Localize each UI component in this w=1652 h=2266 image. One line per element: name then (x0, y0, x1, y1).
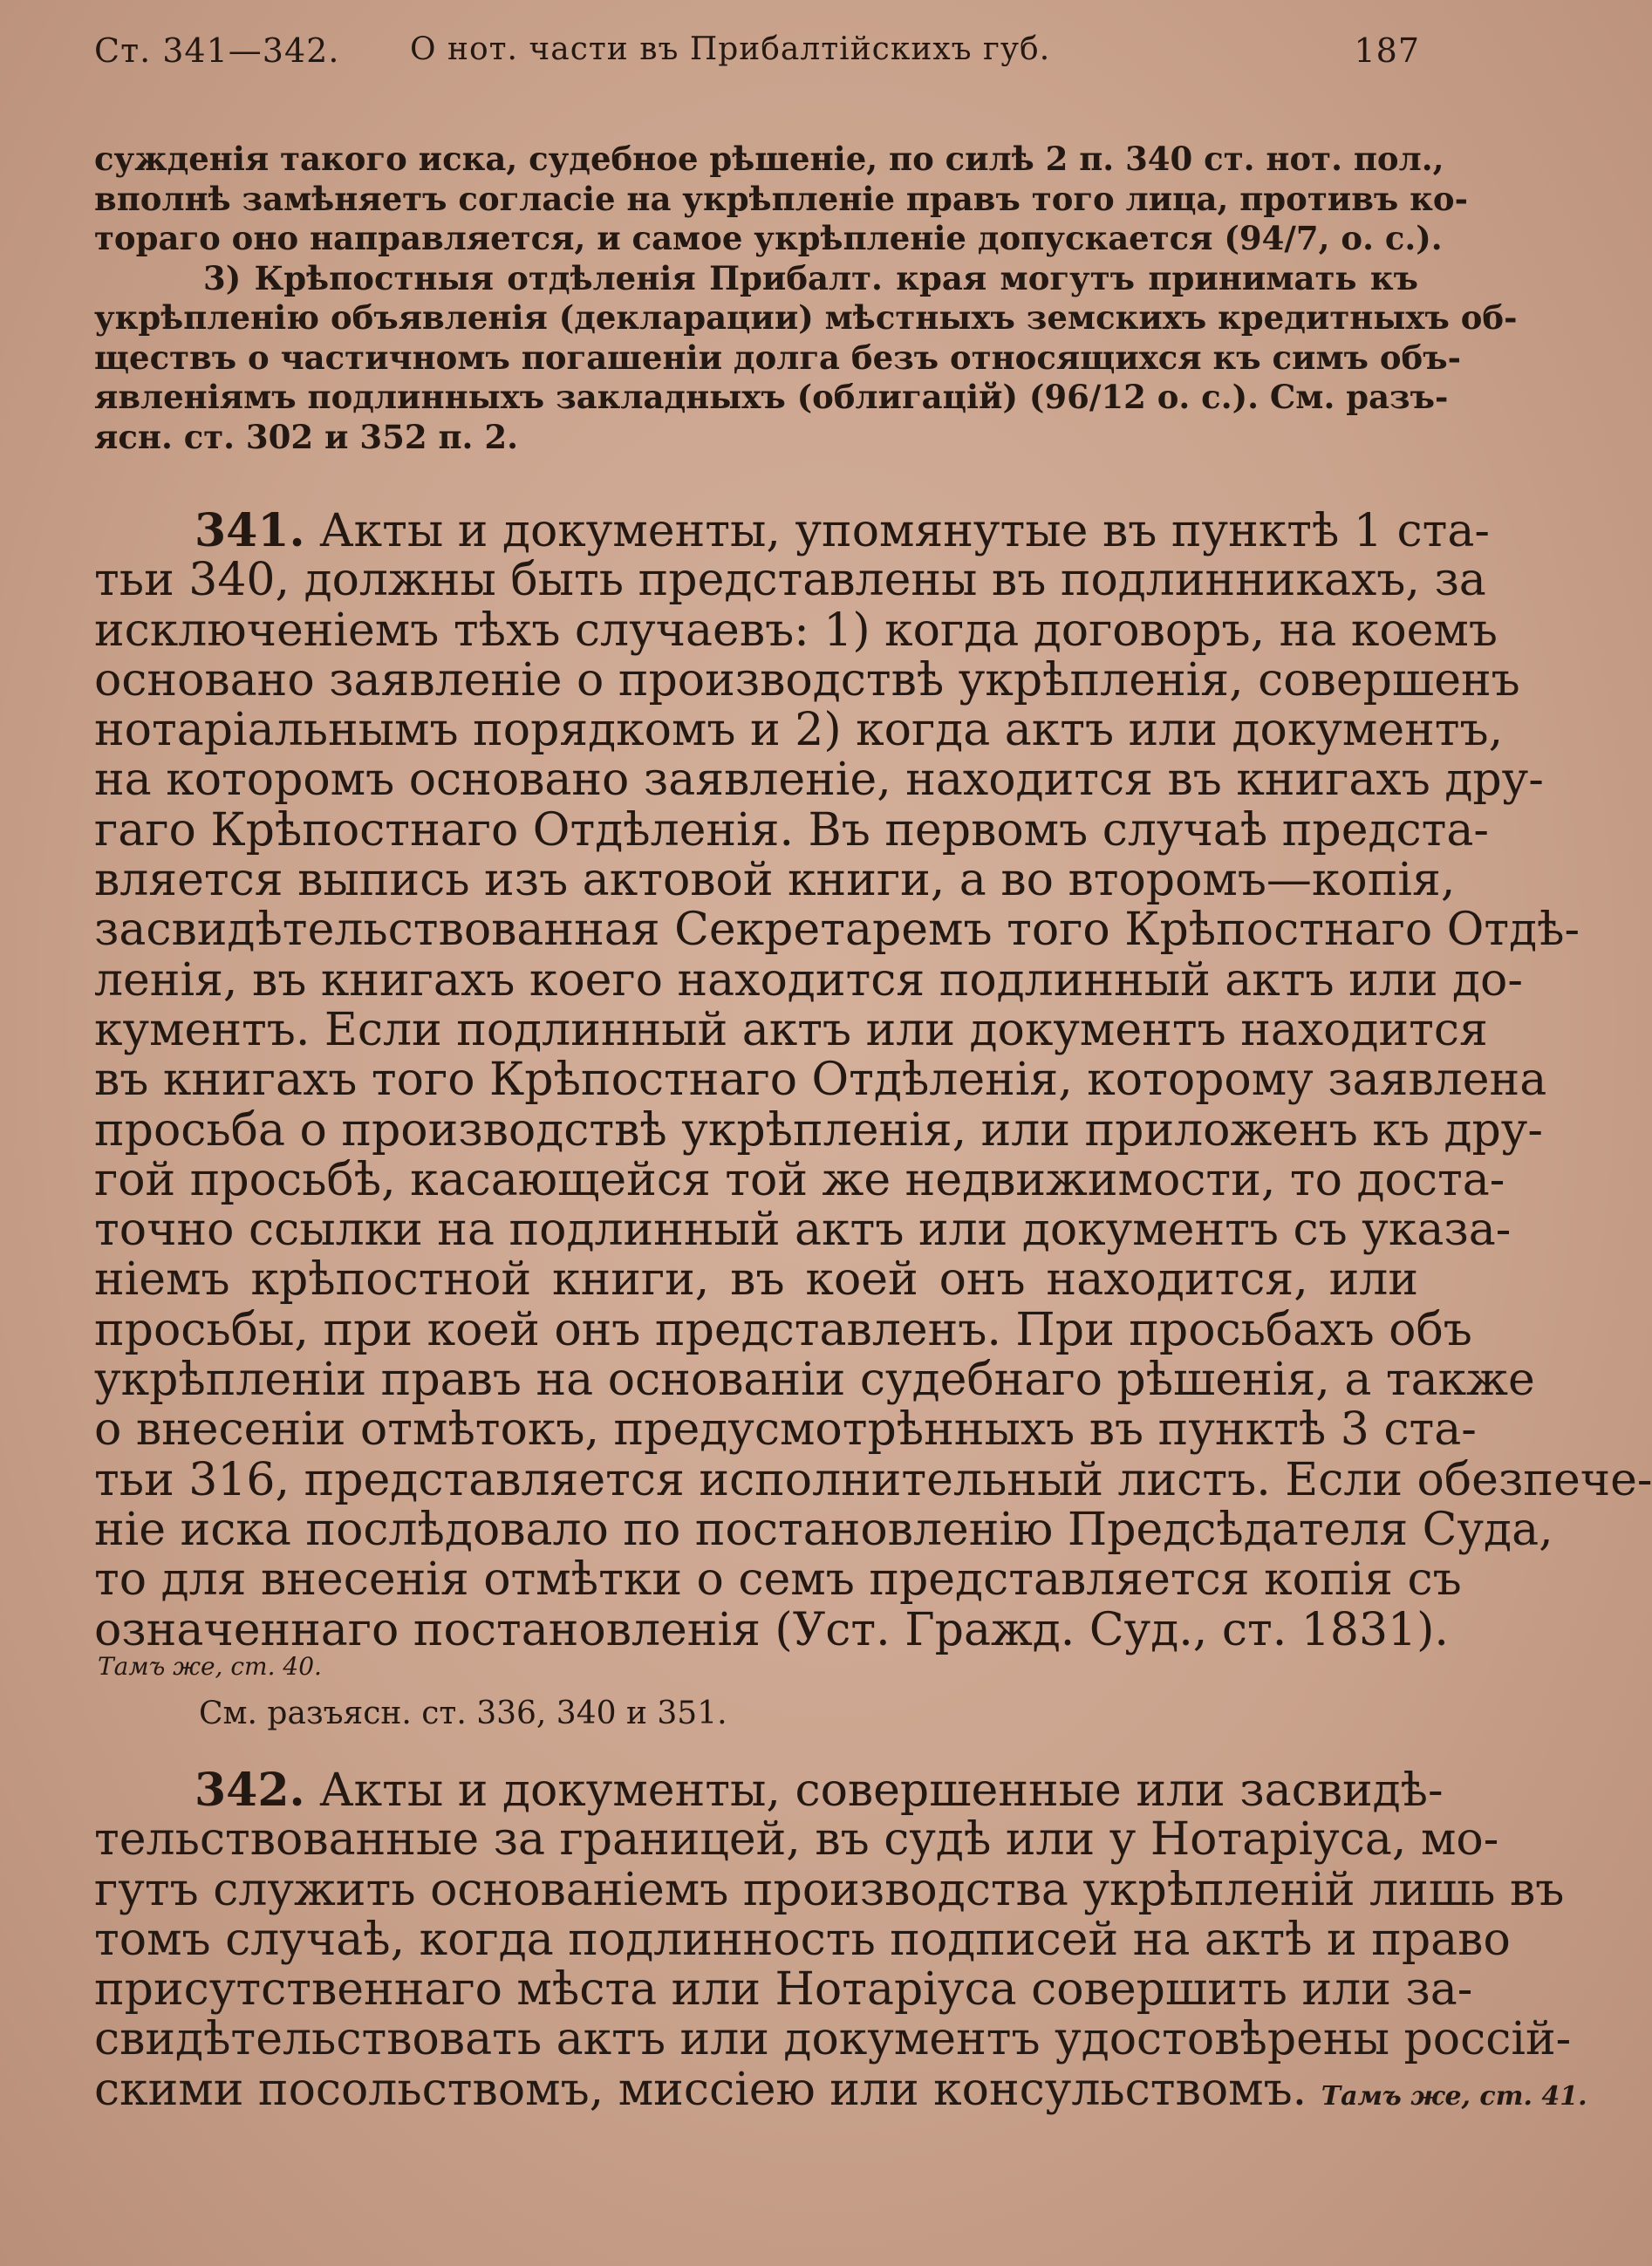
previous-article-note (94, 140, 1518, 457)
article-text: Акты и документы, совершенные или засвидѣ- (304, 1764, 1444, 1817)
note-line: укрѣпленію объявленія (декларации) мѣстныхъ земскихъ кредитныхъ об- (94, 298, 1518, 337)
article-line: въ книгахъ того Крѣпостнаго Отдѣленія, которому заявлена (94, 1054, 1547, 1107)
article-line: то для внесенія отмѣтки о семъ представляется копія съ (94, 1553, 1462, 1607)
article-line: томъ случаѣ, когда подлинность подписей на актѣ и право (94, 1913, 1511, 1966)
article-line: тельствованные за границей, въ судѣ или у Нотаріуса, мо- (94, 1813, 1499, 1867)
article-342-last-line (94, 2063, 1587, 2116)
article-line: о внесеніи отмѣтокъ, предусмотрѣнныхъ въ пунктѣ 3 ста- (94, 1403, 1477, 1457)
article-line: основано заявленіе о производствѣ укрѣпленія, совершенъ (94, 653, 1520, 706)
note-line: ясн. ст. 302 и 352 п. 2. (94, 417, 518, 456)
article-342 (94, 1764, 1587, 2116)
header-article-range: Ст. 341—342. (94, 31, 340, 70)
article-line: просьбы, при коей онъ представленъ. При просьбахъ объ (94, 1303, 1472, 1356)
article-line: кументъ. Если подлинный актъ или документъ находится (94, 1003, 1488, 1056)
article-line: гаго Крѣпостнаго Отдѣленія. Въ первомъ случаѣ предста- (94, 803, 1489, 857)
article-342-first-line (94, 1764, 1444, 1817)
article-line: на которомъ основано заявленіе, находится въ книгахъ дру- (94, 754, 1544, 807)
article-line: исключеніемъ тѣхъ случаевъ: 1) когда договоръ, на коемъ (94, 604, 1498, 657)
article-341-see-also: См. разъясн. ст. 336, 340 и 351. (199, 1696, 727, 1731)
article-342-source: Тамъ же, ст. 41. (1321, 2080, 1587, 2112)
running-header (94, 31, 1420, 84)
article-line: означеннаго постановленія (Уст. Гражд. Суд., ст. 1831). (94, 1603, 1449, 1656)
article-line: ніе иска послѣдовало по постановленію Предсѣдателя Суда, (94, 1503, 1553, 1556)
article-341-source: Тамъ же, ст. 40. (98, 1652, 322, 1681)
article-line: свидѣтельствовать актъ или документъ удостовѣрены россій- (94, 2013, 1572, 2066)
article-line: вляется выпись изъ актовой книги, а во второмъ—копія, (94, 854, 1456, 907)
article-line: просьба о производствѣ укрѣпленія, или приложенъ къ дру- (94, 1103, 1543, 1157)
article-line: присутственнаго мѣста или Нотаріуса совершить или за- (94, 1963, 1473, 2017)
article-341-first-line (94, 504, 1491, 557)
article-line: гой просьбѣ, касающейся той же недвижимости, то доста- (94, 1153, 1505, 1206)
article-line: нотаріальнымъ порядкомъ и 2) когда актъ или документъ, (94, 704, 1504, 757)
article-line: тьи 316, представляется исполнительный листъ. Если обезпече- (94, 1453, 1652, 1506)
article-line: ленія, въ книгахъ коего находится подлинный актъ или до- (94, 953, 1523, 1007)
note-line: ществъ о частичномъ погашеніи долга безъ относящихся къ симъ объ- (94, 338, 1461, 377)
article-line: гутъ служить основаніемъ производства укрѣпленій лишь въ (94, 1863, 1565, 1916)
article-341 (94, 504, 1652, 1656)
article-line: укрѣпленіи правъ на основаніи судебнаго рѣшенія, а также (94, 1354, 1535, 1407)
article-line: точно ссылки на подлинный актъ или документъ съ указа- (94, 1204, 1512, 1257)
article-line: тьи 340, должны быть представлены въ подлинникахъ, за (94, 554, 1486, 607)
article-text: скими посольствомъ, миссіею или консульствомъ. (94, 2063, 1307, 2116)
note-line: вполнѣ замѣняетъ согласіе на укрѣпленіе правъ того лица, противъ ко- (94, 179, 1468, 218)
article-number: 341. (195, 504, 305, 557)
article-text: Акты и документы, упомянутые въ пунктѣ 1 ста- (304, 505, 1491, 557)
note-line: явленіямъ подлинныхъ закладныхъ (облигацій) (96/12 о. с.). См. разъ- (94, 378, 1449, 416)
note-line: сужденія такого иска, судебное рѣшеніе, по силѣ 2 п. 340 ст. нот. пол., (94, 140, 1444, 178)
article-number: 342. (195, 1764, 305, 1817)
note-line: тораго оно направляется, и самое укрѣпленіе допускается (94/7, о. с.). (94, 219, 1443, 257)
article-line: ніемъ крѣпостной книги, въ коей онъ находится, или (94, 1253, 1418, 1307)
page-number: 187 (1354, 31, 1420, 70)
header-section-title: О нот. части въ Прибалтійскихъ губ. (410, 31, 1051, 67)
article-line: засвидѣтельствованная Секретаремъ того Крѣпостнаго Отдѣ- (94, 904, 1580, 957)
note-line: 3) Крѣпостныя отдѣленія Прибалт. края могутъ принимать къ (203, 258, 1418, 297)
